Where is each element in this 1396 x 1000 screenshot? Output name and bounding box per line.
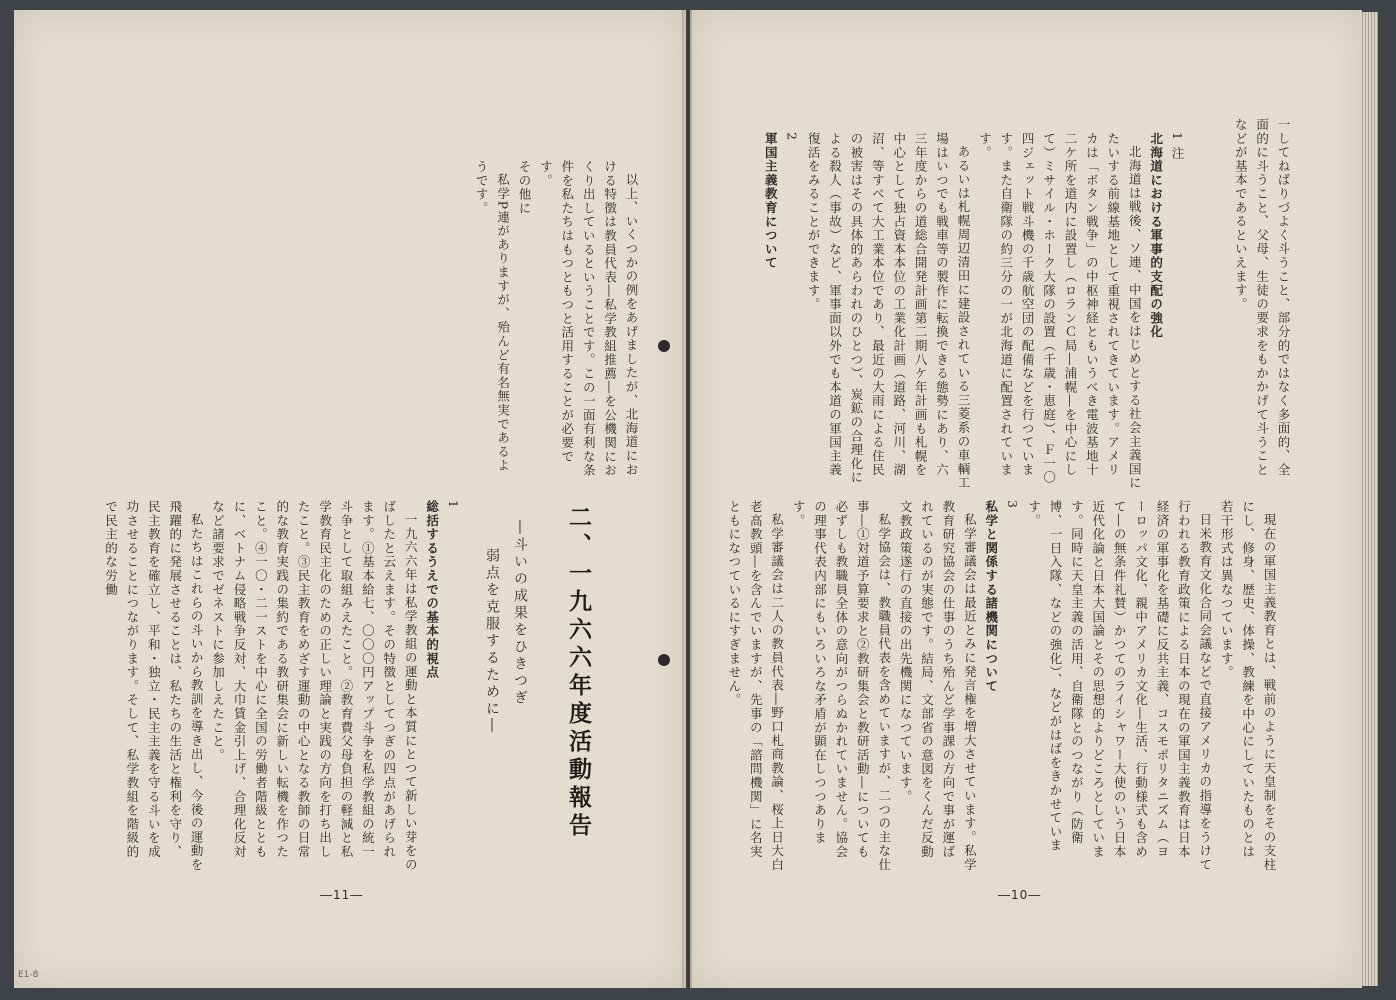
- right-notes-2-3: [728, 500, 1280, 872]
- paragraph: 私学審議会は二人の教員代表―野口札商教論、桜上日大白老高教頭―を含んでいますが、先事の「諮問機関」に名実ともになつているにすぎません。: [726, 500, 785, 872]
- left-section1: [103, 500, 464, 872]
- section-subtitle: 弱点を克服するために―: [484, 548, 500, 735]
- note-number: 3: [1005, 500, 1021, 510]
- paragraph: 私学協会は、教職員代表を含めていますが、二つの主な仕事―①対道予算要求と②教研集会と教研活動―についても必ずしも教職員全体の意向がつらぬかれていません。協会の理事代表内部にもいろいろな矛盾が顕在しつつあります。: [791, 500, 892, 872]
- notes-heading: [1167, 132, 1188, 490]
- archive-stamp: E1-8: [18, 970, 39, 980]
- paragraph: 私たちはこれらの斗いから教訓を導き出し、今後の運動を飛躍的に発展させることは、私たちの生活と権利を守り、民主教育を確立し、平和・独立・民主主義を守る斗いを成功させることにつながります。そして、私学教組を階級的で民主的な労働: [103, 500, 205, 872]
- paragraph: その他に: [516, 160, 532, 216]
- section-subtitle: ―斗いの成果をひきつぎ: [512, 520, 528, 707]
- notes-label: 注: [1170, 146, 1185, 161]
- left-top-text: [232, 160, 642, 485]
- note-heading: 北海道における軍事的支配の強化: [1148, 132, 1164, 339]
- section-number: 1: [446, 500, 461, 510]
- paragraph: 北海道は戦後、ソ連、中国をはじめとする社会主義国にたいする前線基地として重視されてきています。アメリカは「ボタン戦争」の中枢神経ともいうべき電波基地十二ケ所を道内に設置し（ロランＣ局―浦幌―を中心にして）ミサイル・ホーク大隊の設置（千歳・恵庭）、Ｆ一〇四ジェット戦斗機の千歳航空団の配備などを行つています。また自衛隊の約三分の一が北海道に配置されています。: [977, 132, 1143, 490]
- paragraph: あるいは札幌周辺清田に建設されている三菱系の車輌工場はいつでも戦車等の製作に転換できる態勢にあり、六三年度からの道総合開発計画第二期八ケ年計画も札幌を中心として独占資本本位の工業化計画（道路、河川、湖沼、等すべて大工業本位であり、最近の大雨による住民の被害はその具体的あらわれのひとつ）、炭鉱の合理化による殺人（事故）など、軍事面以外でも本道の軍国主義復活をみることができます。: [806, 132, 971, 490]
- binding-hole-icon: [658, 654, 670, 666]
- note-number: 2: [784, 132, 800, 142]
- page-edges: [1360, 12, 1378, 986]
- section-heading: 総括するうえでの基本的視点: [424, 500, 440, 680]
- note-number: 1: [1170, 132, 1185, 142]
- paragraph: 一九六六年は私学教組の運動と本質にとつて新しい芽をのばしたと云えます。その特徴としてつぎの四点があげられます。①基本給七、〇〇〇円アップ斗争を私学教組の統一斗争として取組みえたこと。②教育費父母負担の軽減と私学教育民主化のための正しい理論と実践の方向を打ち出したこと。③民主教育をめざす運動の中心となる教師の日常的な教育実践の集約である教研集会に新しい転機を作つたこと。④一〇・二一ストを中心に全国の労働者階級とともに、ベトナム侵略戦争反対、大巾賃金引上げ、合理化反対など諸要求でゼネストに参加しえたこと。: [210, 500, 419, 872]
- note-heading: 軍国主義教育について: [763, 132, 779, 270]
- right-top-text: [1206, 118, 1294, 490]
- book-gutter: [682, 10, 692, 988]
- paragraph: 現在の軍国主義教育とは、戦前のように天皇制をその支柱にし、修身、歴史、体操、教練を中心にしていたものとは若干形式は異なつています。: [1219, 500, 1277, 872]
- paragraph: 以上、いくつかの例をあげましたが、北海道における特徴は教員代表―私学教組推薦―を公機関におくり出しているということです。この一面有利な条件を私たちはもつともつと活用することが必要です。: [538, 160, 639, 478]
- section-title: 二、一九六六年度活動報告: [565, 505, 592, 841]
- binding-hole-icon: [658, 340, 670, 352]
- right-notes-1-2: [728, 132, 1188, 490]
- note-heading: 私学と関係する諸機関について: [983, 500, 999, 694]
- paragraph: 日米教育文化合同会議などで直接アメリカの指導をうけて行われる教育政策による日本の現在の軍国主義教育は日本経済の軍事化を基礎に反共主義、コスモポリタニズム（ヨーロッパ文化、親中アメリカ文化―生活、行動様式も含めて―の無条件礼賛）かつてのライシャワー大使のいう日本近代化論と日本大国論とその思想的よりどころとしています。同時に天皇主義の活用、自衛隊とのつながり（防衛博、一日入隊、などの強化）、などがはばをきかせています。: [1026, 500, 1213, 872]
- paragraph: 一してねばりづよく斗うこと、部分的ではなく多面的、全面的に斗うこと、父母、生徒の要求をもかかげて斗うことなどが基本であるといえます。: [1233, 118, 1291, 477]
- page-number: ―10―: [998, 888, 1042, 902]
- page-number: ―11―: [320, 888, 364, 902]
- paragraph: 私学P連がありますが、殆んど有名無実であるようです。: [474, 160, 511, 473]
- paragraph: 私学審議会は最近とみに発言権を増大させています。私学教育研究協会の仕事のうち殆んど学事課の方向で事が運ばれているのが実態です。結局、文部省の意図をくんだ反動文教政策遂行の直接の出先機関になつています。: [898, 500, 978, 872]
